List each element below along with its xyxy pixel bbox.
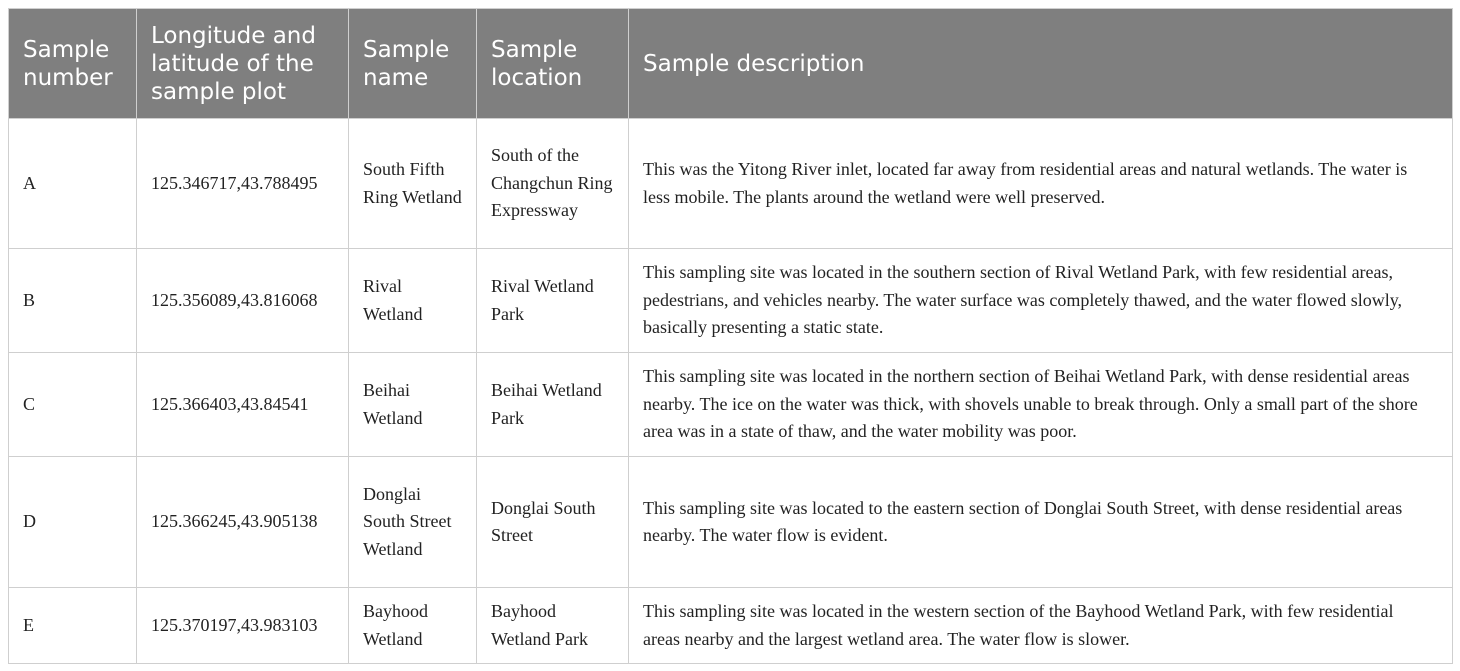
- header-sample-number: Sample number: [9, 9, 137, 119]
- header-row: [9, 9, 1453, 119]
- cell-sample-description: This sampling site was located in the western section of the Bayhood Wetland Park, with few residential areas nearby and the largest wetland area. The water flow is slower.: [629, 588, 1453, 664]
- cell-sample-location: Donglai South Street: [477, 457, 629, 588]
- cell-sample-description: This sampling site was located in the southern section of Rival Wetland Park, with few residential areas, pedestrians, and vehicles nearby. The water surface was completely thawed, and the water flowed slowly, basically presenting a static state.: [629, 249, 1453, 353]
- cell-coordinates: 125.366403,43.84541: [137, 353, 349, 457]
- cell-sample-name: Beihai Wetland: [349, 353, 477, 457]
- cell-coordinates: 125.370197,43.983103: [137, 588, 349, 664]
- sample-table: [8, 8, 1453, 664]
- table-row: [9, 249, 1453, 353]
- table-row: [9, 353, 1453, 457]
- table-body: [9, 119, 1453, 664]
- header-coordinates: Longitude and latitude of the sample plot: [137, 9, 349, 119]
- cell-sample-number: D: [9, 457, 137, 588]
- cell-sample-location: Bayhood Wetland Park: [477, 588, 629, 664]
- cell-sample-name: South Fifth Ring Wetland: [349, 119, 477, 249]
- cell-sample-description: This sampling site was located in the northern section of Beihai Wetland Park, with dense residential areas nearby. The ice on the water was thick, with shovels unable to break through. Only a small part of the shore area was in a state of thaw, and the water mobility was poor.: [629, 353, 1453, 457]
- cell-sample-location: Beihai Wetland Park: [477, 353, 629, 457]
- cell-sample-number: C: [9, 353, 137, 457]
- header-sample-name: Sample name: [349, 9, 477, 119]
- header-sample-location: Sample location: [477, 9, 629, 119]
- cell-sample-number: A: [9, 119, 137, 249]
- cell-sample-number: B: [9, 249, 137, 353]
- cell-coordinates: 125.356089,43.816068: [137, 249, 349, 353]
- cell-sample-name: Bayhood Wetland: [349, 588, 477, 664]
- cell-sample-name: Donglai South Street Wetland: [349, 457, 477, 588]
- table-header: [9, 9, 1453, 119]
- header-sample-description: Sample description: [629, 9, 1453, 119]
- sample-table-container: [8, 8, 1452, 664]
- cell-sample-name: Rival Wetland: [349, 249, 477, 353]
- cell-sample-location: Rival Wetland Park: [477, 249, 629, 353]
- cell-coordinates: 125.346717,43.788495: [137, 119, 349, 249]
- table-row: [9, 588, 1453, 664]
- cell-coordinates: 125.366245,43.905138: [137, 457, 349, 588]
- cell-sample-number: E: [9, 588, 137, 664]
- cell-sample-description: This was the Yitong River inlet, located far away from residential areas and natural wetlands. The water is less mobile. The plants around the wetland were well preserved.: [629, 119, 1453, 249]
- cell-sample-description: This sampling site was located to the eastern section of Donglai South Street, with dense residential areas nearby. The water flow is evident.: [629, 457, 1453, 588]
- table-row: [9, 457, 1453, 588]
- cell-sample-location: South of the Changchun Ring Expressway: [477, 119, 629, 249]
- table-row: [9, 119, 1453, 249]
